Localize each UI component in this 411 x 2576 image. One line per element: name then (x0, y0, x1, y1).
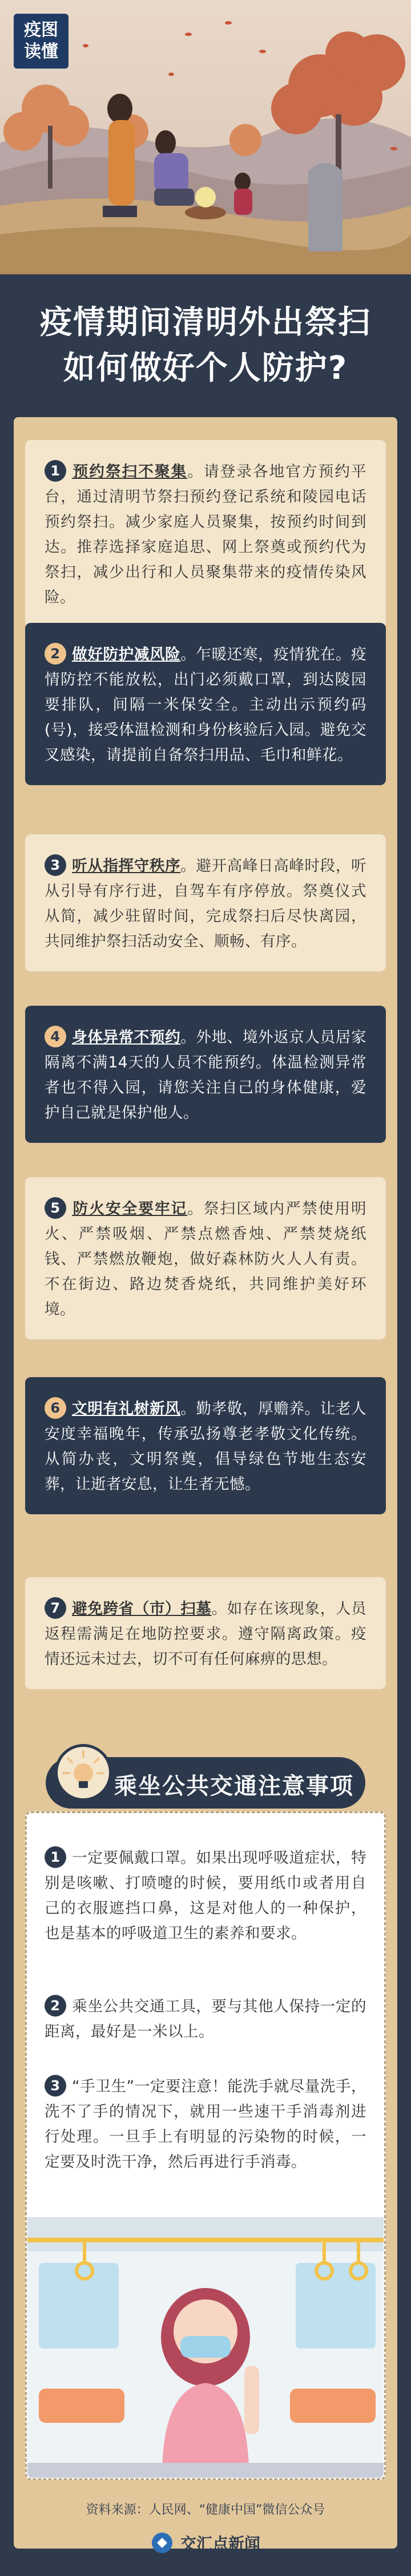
tip-text: 。勤孝敬，厚赡养。让老人安度幸福晚年，传承弘扬尊老孝敬文化传统。从简办丧，文明祭奠，倡导绿色节地生态安葬，让逝者安息，让生者无憾。 (45, 1400, 367, 1493)
transport-item-2 (45, 1994, 366, 2045)
transport-number: 3 (45, 2075, 66, 2097)
tip-text: 。祭扫区域内严禁使用明火、严禁吸烟、严禁点燃香烛、严禁焚烧纸钱、严禁燃放鞭炮，做好森林防火人人有责。不在街边、路边焚香烧纸，共同维护美好环境。 (45, 1200, 367, 1318)
tip-text: 。外地、境外返京人员居家隔离不满14天的人员不能预约。体温检测异常者也不得入园，请您关注自己的身体健康，爱护自己就是保护他人。 (45, 1029, 367, 1122)
tip-text: 。避开高峰日高峰时段，听从引导有序行进，自驾车有序停放。祭奠仪式从简，减少驻留时间，完成祭扫后尽快离园，共同维护祭扫活动安全、顺畅、有序。 (45, 857, 367, 950)
tip-number: 4 (45, 1026, 66, 1047)
logo-icon (151, 2531, 174, 2554)
tip-text: 。请登录各地官方预约平台，通过清明节祭扫预约登记系统和陵园电话预约祭扫。减少家庭人员聚集，按预约时间到达。推荐选择家庭追思、网上祭奠或预约代为祭扫，减少出行和人员聚集带来的疫情传染风险。 (45, 463, 367, 606)
tag-line-2: 读懂 (24, 42, 58, 62)
bulb-icon (55, 1744, 112, 1801)
tip-card-5 (25, 1177, 386, 1339)
logo-text: 交汇点新闻 (180, 2534, 260, 2553)
tip-card-6 (25, 1377, 386, 1514)
tip-number: 3 (45, 854, 66, 876)
footer-logo (0, 2526, 411, 2560)
tip-number: 6 (45, 1397, 66, 1419)
transport-text: “手卫生”一定要注意！能洗手就尽量洗手，洗不了手的情况下，就用一些速干手消毒剂进行处理。一旦手上有明显的污染物的时候，一定要及时洗干净，然后再进行手消毒。 (45, 2078, 366, 2171)
tip-heading: 做好防护减风险 (72, 646, 181, 663)
transport-text: 乘坐公共交通工具，要与其他人保持一定的距离，最好是一米以上。 (45, 1998, 366, 2041)
tip-heading: 防火安全要牢记 (72, 1200, 188, 1218)
tip-number: 1 (45, 460, 66, 482)
source-note: 资料来源：人民网、“健康中国”微信公众号 (86, 2503, 325, 2517)
tip-heading: 预约祭扫不聚集 (72, 463, 188, 481)
page-title-line-1: 疫情期间清明外出祭扫 (40, 304, 371, 341)
transport-number: 2 (45, 1995, 66, 2017)
transport-number: 1 (45, 1846, 66, 1868)
tag-badge (14, 14, 68, 69)
tip-card-3 (25, 834, 386, 971)
page-title-line-2: 如何做好个人防护? (63, 350, 348, 387)
tip-heading: 身体异常不预约 (72, 1029, 181, 1046)
bus-illustration (27, 2217, 384, 2478)
tip-number: 5 (45, 1197, 66, 1219)
tip-card-7 (25, 1577, 386, 1689)
tip-card-4 (25, 1006, 386, 1143)
transport-text: 一定要佩戴口罩。如果出现呼吸道症状，特别是咳嗽、打喷嚏的时候，要用纸巾或者用自己的衣服遮挡口鼻，这是对他人的一种保护，也是基本的呼吸道卫生的素养和要求。 (45, 1849, 366, 1942)
tip-number: 7 (45, 1597, 66, 1619)
tip-heading: 听从指挥守秩序 (72, 857, 181, 875)
tip-text: 。乍暖还寒，疫情犹在。疫情防控不能放松，出门必须戴口罩，到达陵园要排队，间隔一米保安全。主动出示预约码(号)，接受体温检测和身份核验后入园。避免交叉感染，请提前自备祭扫用品、毛巾和鲜花。 (45, 646, 367, 764)
transport-item-3 (45, 2074, 366, 2175)
tip-text: 。如存在该现象，人员返程需满足在地防控要求。遵守隔离政策。疫情还远未过去，切不可有任何麻痹的思想。 (45, 1600, 367, 1668)
tip-number: 2 (45, 643, 66, 665)
tip-heading: 避免跨省（市）扫墓 (72, 1600, 212, 1618)
transport-item-1 (45, 1846, 366, 1946)
transport-title: 乘坐公共交通注意事项 (114, 1773, 354, 1799)
tip-heading: 文明有礼树新风 (72, 1400, 181, 1418)
tip-card-1 (25, 440, 386, 627)
tip-card-2 (25, 623, 386, 785)
tag-line-1: 疫图 (24, 20, 58, 40)
